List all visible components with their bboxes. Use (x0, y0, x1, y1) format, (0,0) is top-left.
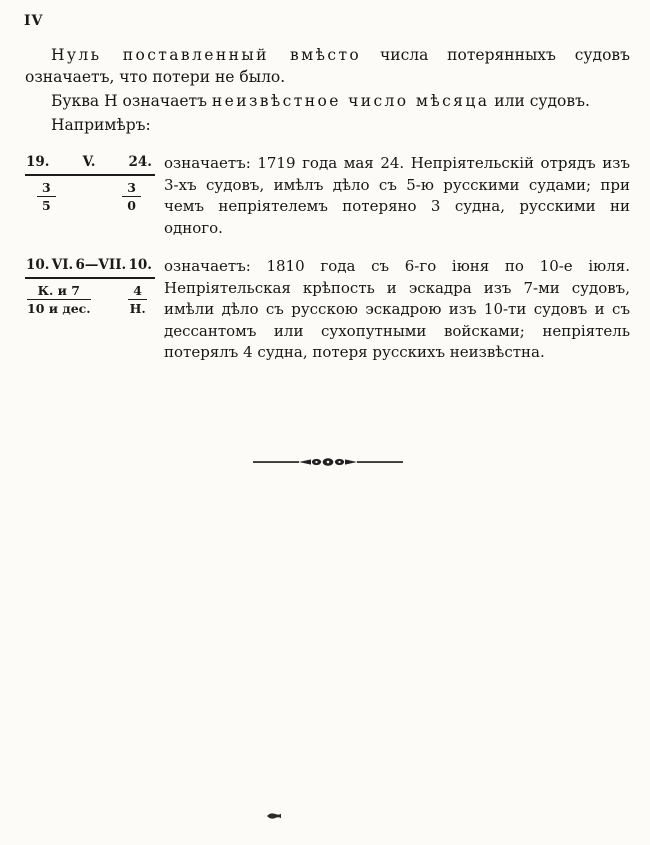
paragraph-text: числа потерянныхъ судовъ означаетъ, что потери не было. (25, 46, 630, 86)
notation-month-start: VI. (51, 257, 74, 273)
notation-date-header (25, 257, 155, 279)
notation-date-header (25, 154, 155, 176)
fraction-enemy (37, 180, 56, 213)
intro-paragraph-zero-rule (25, 44, 630, 88)
fraction-denominator: Н. (129, 301, 146, 316)
example-block-2 (25, 256, 630, 364)
example-notation (25, 153, 155, 213)
section-divider (253, 456, 403, 468)
example-explanation: означаетъ: 1719 года мая 24. Непріятельскій отрядъ изъ 3-хъ судовъ, имѣлъ дѣло съ 5-ю русскими судами; при чемъ непріятелемъ потеряно 3 судна, русскими ни одного. (164, 154, 630, 237)
fraction-losses (128, 283, 147, 316)
fraction-losses (122, 180, 141, 213)
notation-day: 24. (128, 154, 152, 170)
paragraph-text: Буква Н означаетъ (51, 92, 212, 110)
notation-year: 10. (26, 257, 50, 273)
fraction-numerator: 3 (122, 180, 141, 197)
emphasized-text: Нуль поставленный вмѣсто (51, 46, 362, 64)
notation-month: V. (82, 154, 96, 170)
printer-mark-icon (266, 806, 282, 816)
paragraph-text: или судовъ. (489, 92, 590, 110)
example-block-1 (25, 153, 630, 239)
notation-year: 19. (26, 154, 50, 170)
intro-paragraph-example-label: Напримѣръ: (51, 116, 151, 134)
fraction-denominator: 10 и дес. (27, 301, 91, 316)
emphasized-text: неизвѣстное число мѣсяца (211, 92, 490, 110)
page-number: IV (24, 13, 44, 29)
fraction-numerator: 3 (37, 180, 56, 197)
example-explanation: означаетъ: 1810 года съ 6-го іюня по 10-е іюля. Непріятельская крѣпость и эскадра изъ 7-ми судовъ, имѣли дѣло съ русскою эскадрою изъ 10-ти судовъ и съ дессантомъ или сухопутными войсками; непріятель потерялъ 4 судна, потеря русскихъ неизвѣстна. (164, 257, 630, 361)
fraction-numerator: К. и 7 (27, 283, 91, 300)
fraction-enemy (27, 283, 91, 316)
intro-paragraph-letter-n (25, 90, 630, 112)
fraction-denominator: 0 (127, 198, 136, 213)
divider-ornament-icon (253, 456, 403, 468)
page-content (25, 44, 630, 468)
fraction-numerator: 4 (128, 283, 147, 300)
fraction-denominator: 5 (42, 198, 51, 213)
notation-fractions (25, 176, 155, 213)
example-notation (25, 256, 155, 316)
notation-fractions (25, 279, 155, 316)
notation-date-range: 6—VII. (75, 257, 127, 273)
notation-day-end: 10. (128, 257, 152, 273)
